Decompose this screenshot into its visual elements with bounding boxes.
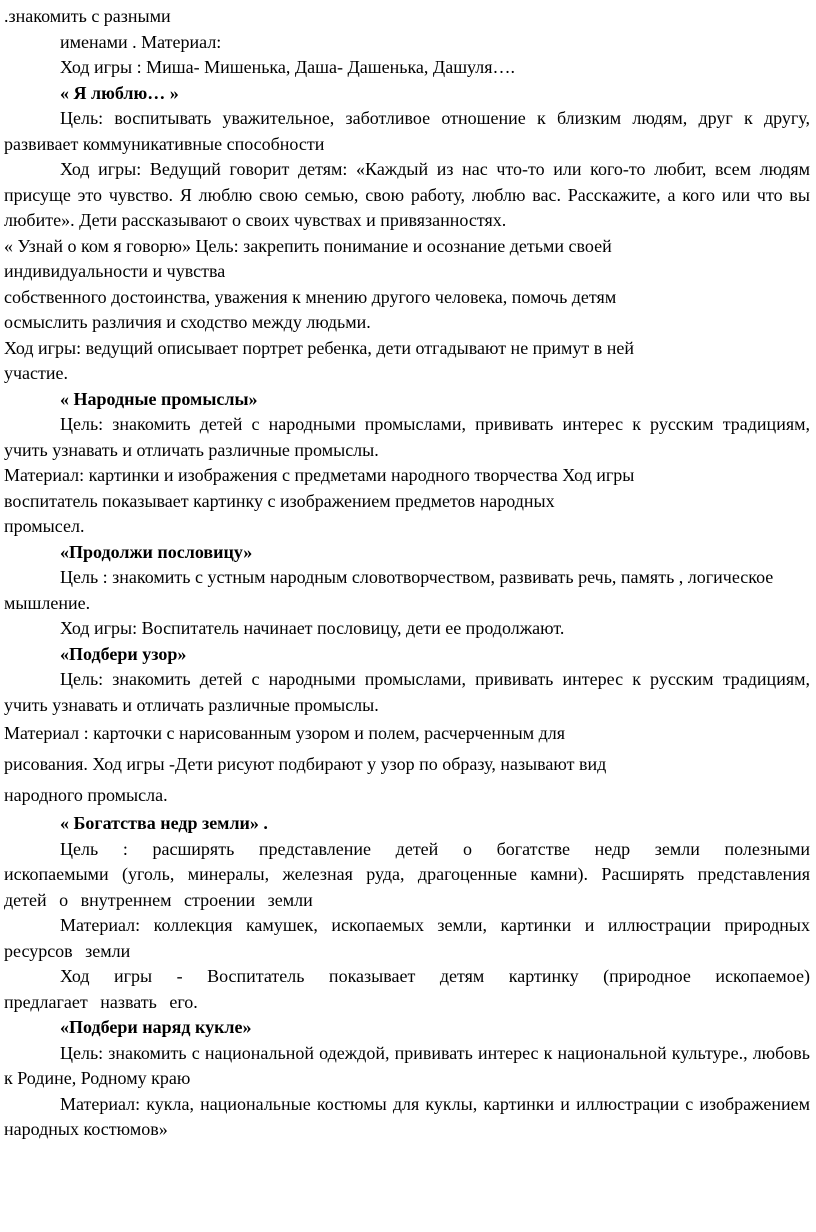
- paragraph: Материал: картинки и изображения с предметами народного творчества Ход игры: [4, 465, 635, 485]
- document-body: [4, 4, 810, 1143]
- paragraph: Цель: воспитывать уважительное, заботливое отношение к близким людям, друг к другу, развивает коммуникативные способности: [4, 108, 810, 154]
- paragraph: « Узнай о ком я говорю» Цель: закрепить понимание и осознание детьми своей: [4, 235, 612, 256]
- section-heading: «Продолжи пословицу»: [60, 541, 253, 562]
- paragraph: Материал: кукла, национальные костюмы для куклы, картинки и иллюстрации с изображением народных костюмов»: [4, 1093, 810, 1139]
- paragraph: народного промысла.: [4, 785, 168, 805]
- paragraph: участие.: [4, 363, 69, 383]
- section-heading: «Подбери наряд кукле»: [60, 1017, 252, 1037]
- paragraph: промысел.: [4, 516, 85, 536]
- paragraph: рисования. Ход игры -Дети рисуют подбирают у узор по образу, называют вид: [4, 754, 607, 774]
- paragraph: Ход игры : Миша- Мишенька, Даша- Дашенька, Дашуля….: [60, 57, 516, 77]
- paragraph: Цель : расширять представление детей о богатстве недр земли полезными ископаемыми (уголь, минералы, железная руда, драгоценные камни). Расширять представления детей о внутреннем строении земли: [4, 838, 810, 910]
- paragraph: .знакомить с разными: [4, 6, 171, 26]
- paragraph: Цель: знакомить детей с народными промыслами, прививать интерес к русским традициям, учить узнавать и отличать различные промыслы.: [4, 414, 810, 460]
- paragraph: Ход игры: Воспитатель начинает пословицу, дети ее продолжают.: [60, 618, 565, 638]
- paragraph: Ход игры: ведущий описывает портрет ребенка, дети отгадывают не примут в ней: [4, 337, 634, 358]
- section-heading: « Я люблю… »: [60, 82, 179, 103]
- paragraph: индивидуальности и чувства: [4, 261, 226, 281]
- paragraph: воспитатель показывает картинку с изображением предметов народных: [4, 490, 555, 511]
- section-heading: « Богатства недр земли» .: [60, 813, 268, 833]
- paragraph: Материал: коллекция камушек, ископаемых земли, картинки и иллюстрации природных ресурсов земли: [4, 915, 810, 961]
- paragraph: Ход игры: Ведущий говорит детям: «Каждый из нас что-то или кого-то любит, всем людям присуще это чувство. Я люблю свою семью, свою работу, люблю вас. Расскажите, а кого или что вы любите». Дети рассказывают о своих чувствах и привязанностях.: [4, 159, 810, 230]
- section-heading: « Народные промыслы»: [60, 388, 258, 409]
- paragraph: осмыслить различия и сходство между людьми.: [4, 312, 371, 332]
- paragraph: Цель : знакомить с устным народным словотворчеством, развивать речь, память , логическое мышление.: [4, 567, 774, 613]
- section-heading: «Подбери узор»: [60, 643, 187, 664]
- paragraph: Материал : карточки с нарисованным узором и полем, расчерченным для: [4, 723, 566, 743]
- paragraph: Цель: знакомить с национальной одеждой, прививать интерес к национальной культуре., любовь к Родине, Родному краю: [4, 1042, 810, 1088]
- paragraph: Цель: знакомить детей с народными промыслами, прививать интерес к русским традициям, учить узнавать и отличать различные промыслы.: [4, 669, 810, 715]
- paragraph: Ход игры - Воспитатель показывает детям картинку (природное ископаемое) предлагает назвать его.: [4, 966, 810, 1012]
- paragraph: именами . Материал:: [60, 31, 222, 52]
- paragraph: собственного достоинства, уважения к мнению другого человека, помочь детям: [4, 286, 617, 307]
